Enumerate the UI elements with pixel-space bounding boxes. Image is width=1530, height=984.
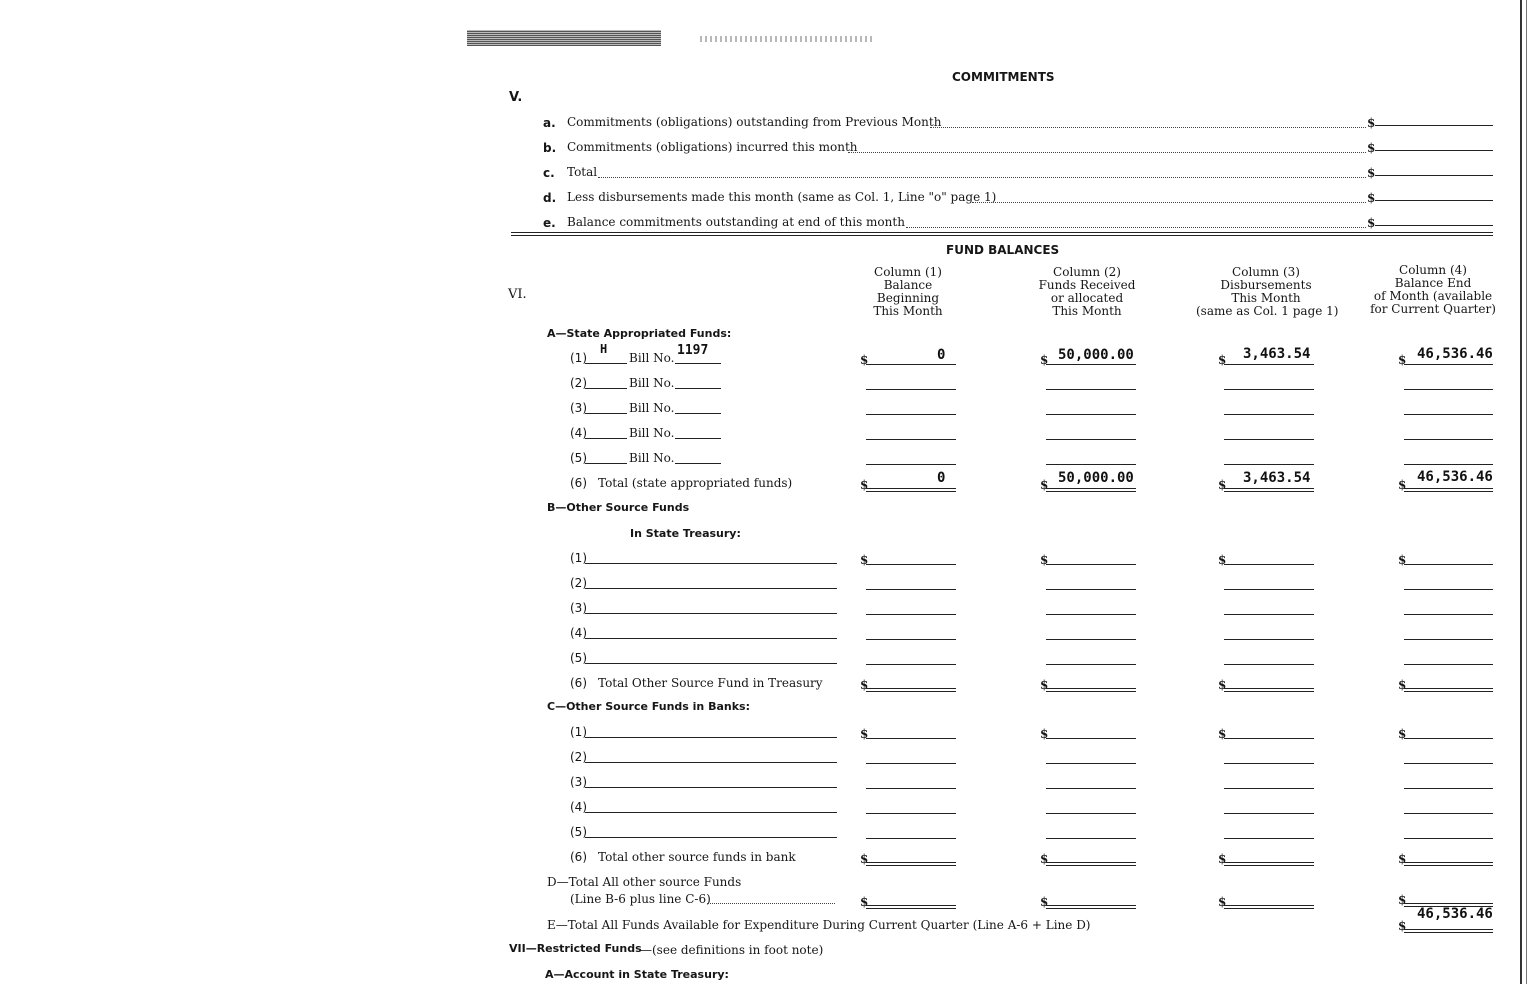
col2-line[interactable] [1046,389,1136,390]
dollar-sign: $ [1040,478,1049,492]
col2-line[interactable] [1046,738,1136,739]
total-available-line[interactable] [1404,929,1493,933]
description-line[interactable] [585,563,837,564]
dollar-sign: $ [1398,678,1407,692]
bill-label: Bill No. [629,401,675,415]
dollar-sign: $ [1218,678,1227,692]
row-number: (3) [570,775,587,789]
col3-value: 3,463.54 [1243,346,1311,362]
leader-dots [848,152,1366,153]
commitment-value-line[interactable] [1375,125,1493,126]
dollar-sign: $ [1398,919,1407,933]
col3-line[interactable] [1224,414,1314,415]
dollar-sign: $ [1040,353,1049,367]
col2-line[interactable] [1046,364,1136,365]
column-header-line: This Month [873,304,943,318]
col1-line[interactable] [866,813,956,814]
col4-line[interactable] [1404,589,1493,590]
col3-line[interactable] [1224,664,1314,665]
section-vi-label: VI. [508,287,527,302]
col4-total-line[interactable] [1404,488,1493,492]
leader-dots [598,177,1366,178]
restricted-note: —(see definitions in foot note) [640,943,824,957]
dollar-sign: $ [1398,727,1407,741]
column-header-line: Column (1) [874,265,942,279]
row-number: (1) [570,725,587,739]
dollar-sign: $ [1218,353,1227,367]
description-line[interactable] [585,787,837,788]
column-header-line: or allocated [1050,291,1124,305]
col4-line[interactable] [1404,364,1493,365]
column-header-line: Beginning [876,291,940,305]
bill-prefix-line[interactable] [585,413,627,414]
bill-prefix-line[interactable] [585,438,627,439]
col1-total-line[interactable] [866,862,956,866]
total-available-label: E—Total All Funds Available for Expenditure During Current Quarter (Line A-6 + Line D) [547,918,1091,932]
col4-total-line[interactable] [1404,862,1493,866]
commitments-title: COMMITMENTS [952,70,1055,84]
col3-line[interactable] [1224,589,1314,590]
col1-value: 0 [937,347,946,363]
dollar-sign: $ [1367,166,1376,180]
bill-number-line[interactable] [675,388,721,389]
dollar-sign: $ [860,553,869,567]
leader-dots [972,202,1366,203]
column-header-line: Column (3) [1232,265,1300,279]
col3-line[interactable] [1224,738,1314,739]
row-number: (2) [570,576,587,590]
commitment-label: Balance commitments outstanding at end of this month [567,215,905,229]
col3-line[interactable] [1224,614,1314,615]
bill-prefix-line[interactable] [585,388,627,389]
bill-label: Bill No. [629,376,675,390]
row-number: (2) [570,750,587,764]
col4-line[interactable] [1404,639,1493,640]
description-line[interactable] [585,812,837,813]
col3-line[interactable] [1224,763,1314,764]
total-label: Total (state appropriated funds) [598,476,793,490]
column-header-line: for Current Quarter) [1370,302,1496,316]
col2-value: 50,000.00 [1058,347,1134,363]
description-line[interactable] [585,837,837,838]
row-number: (4) [570,800,587,814]
col1-line[interactable] [866,763,956,764]
col2-total-value: 50,000.00 [1058,470,1134,486]
col1-total-line[interactable] [866,688,956,692]
col4-line[interactable] [1404,738,1493,739]
col2-total-line[interactable] [1046,688,1136,692]
bill-label: Bill No. [629,451,675,465]
commitment-value-line[interactable] [1375,150,1493,151]
col2-line[interactable] [1046,614,1136,615]
dollar-sign: $ [1218,895,1227,909]
row-number: (6) [570,476,587,490]
col1-line[interactable] [866,364,956,365]
commitment-letter: b. [543,141,557,155]
col4-line[interactable] [1404,788,1493,789]
column-header-line: of Month (available [1373,289,1493,303]
bill-prefix-handwritten: H [600,342,608,356]
bill-label: Bill No. [629,351,675,365]
leader-dots [906,227,1366,228]
scan-artifact-bar [467,30,661,46]
column-header-1 [838,266,978,318]
commitment-label: Commitments (obligations) outstanding from Previous Month [567,115,942,129]
total-label: Total Other Source Fund in Treasury [598,676,823,690]
dollar-sign: $ [860,727,869,741]
state-funds-heading: A—State Appropriated Funds: [547,327,732,340]
scan-artifact-smudge [700,36,875,42]
dollar-sign: $ [1218,478,1227,492]
col1-line[interactable] [866,564,956,565]
col1-line[interactable] [866,788,956,789]
col3-line[interactable] [1224,389,1314,390]
restricted-account: A—Account in State Treasury: [545,968,729,981]
col3-line[interactable] [1224,639,1314,640]
col2-line[interactable] [1046,813,1136,814]
col4-value: 46,536.46 [1417,346,1493,362]
col4-line[interactable] [1404,389,1493,390]
total-other-sublabel: (Line B-6 plus line C-6) [570,892,711,906]
dollar-sign: $ [1398,893,1407,907]
commitment-label: Less disbursements made this month (same as Col. 1, Line "o" page 1) [567,190,997,204]
column-header-line: (same as Col. 1 page 1) [1196,304,1339,318]
col3-line[interactable] [1224,439,1314,440]
col1-line[interactable] [866,738,956,739]
col1-total-line[interactable] [866,488,956,492]
col2-line[interactable] [1046,664,1136,665]
total-label: Total other source funds in bank [598,850,796,864]
row-number: (2) [570,376,587,390]
dollar-sign: $ [1040,895,1049,909]
row-number: (6) [570,676,587,690]
bill-number-handwritten: 1197 [677,343,709,358]
other-treasury-subheading: In State Treasury: [630,527,741,540]
col4-line[interactable] [1404,439,1493,440]
col2-line[interactable] [1046,589,1136,590]
page-edge-line [1520,0,1522,984]
col2-total-line[interactable] [1046,905,1136,909]
col3-total-line[interactable] [1224,905,1314,909]
row-number: (1) [570,351,587,365]
row-number: (4) [570,626,587,640]
dollar-sign: $ [1398,553,1407,567]
col1-line[interactable] [866,664,956,665]
description-line[interactable] [585,663,837,664]
column-header-line: Funds Received [1038,278,1136,292]
dollar-sign: $ [1218,727,1227,741]
col4-line[interactable] [1404,414,1493,415]
row-number: (1) [570,551,587,565]
col1-line[interactable] [866,414,956,415]
dollar-sign: $ [860,353,869,367]
dollar-sign: $ [1398,852,1407,866]
commitment-letter: e. [543,216,556,230]
row-number: (3) [570,601,587,615]
dollar-sign: $ [1218,852,1227,866]
description-line[interactable] [585,613,837,614]
col1-line[interactable] [866,614,956,615]
col2-line[interactable] [1046,788,1136,789]
dollar-sign: $ [1398,353,1407,367]
col3-line[interactable] [1224,564,1314,565]
leader-dots [930,127,1366,128]
total-available-value: 46,536.46 [1417,906,1493,922]
commitment-label: Commitments (obligations) incurred this month [567,140,858,154]
col1-line[interactable] [866,589,956,590]
col3-total-value: 3,463.54 [1243,470,1311,486]
bill-label: Bill No. [629,426,675,440]
col4-line[interactable] [1404,813,1493,814]
section-v-label: V. [509,90,523,105]
col3-line[interactable] [1224,788,1314,789]
total-other-label: D—Total All other source Funds [547,875,742,889]
commitment-value-line[interactable] [1375,175,1493,176]
leader-dots [707,903,835,904]
col2-line[interactable] [1046,763,1136,764]
dollar-sign: $ [1218,553,1227,567]
dollar-sign: $ [1367,141,1376,155]
dollar-sign: $ [1040,678,1049,692]
column-header-3 [1196,265,1339,318]
other-banks-heading: C—Other Source Funds in Banks: [547,700,750,713]
bill-number-line[interactable] [675,363,721,364]
col3-total-line[interactable] [1224,488,1314,492]
fund-balances-title: FUND BALANCES [946,243,1060,257]
col1-line[interactable] [866,389,956,390]
dollar-sign: $ [1040,727,1049,741]
col2-line[interactable] [1046,639,1136,640]
col4-total-value: 46,536.46 [1417,469,1493,485]
dollar-sign: $ [1367,216,1376,230]
col1-total-line[interactable] [866,905,956,909]
dollar-sign: $ [1367,191,1376,205]
description-line[interactable] [585,762,837,763]
column-header-line: Balance [883,278,933,292]
row-number: (5) [570,825,587,839]
column-header-line: This Month [1052,304,1122,318]
col2-line[interactable] [1046,838,1136,839]
col1-line[interactable] [866,838,956,839]
col4-line[interactable] [1404,564,1493,565]
dollar-sign: $ [1367,116,1376,130]
col1-line[interactable] [866,639,956,640]
description-line[interactable] [585,638,837,639]
section-divider [511,232,1493,236]
description-line[interactable] [585,588,837,589]
column-header-line: Disbursements [1220,278,1312,292]
bill-prefix-line[interactable] [585,463,627,464]
dollar-sign: $ [1040,852,1049,866]
bill-number-line[interactable] [675,438,721,439]
column-header-line: Column (2) [1053,265,1121,279]
page-edge-line-inner [1526,0,1527,984]
commitment-value-line[interactable] [1375,225,1493,226]
col3-total-line[interactable] [1224,688,1314,692]
dollar-sign: $ [1040,553,1049,567]
description-line[interactable] [585,737,837,738]
dollar-sign: $ [1398,478,1407,492]
col1-line[interactable] [866,439,956,440]
other-treasury-heading: B—Other Source Funds [547,501,690,514]
col3-total-line[interactable] [1224,862,1314,866]
row-number: (5) [570,651,587,665]
col4-line[interactable] [1404,614,1493,615]
row-number: (5) [570,451,587,465]
commitment-letter: a. [543,116,556,130]
dollar-sign: $ [860,478,869,492]
dollar-sign: $ [860,895,869,909]
col3-line[interactable] [1224,364,1314,365]
col1-line[interactable] [866,464,956,465]
row-number: (3) [570,401,587,415]
col2-total-line[interactable] [1046,862,1136,866]
column-header-line: This Month [1231,291,1301,305]
commitment-letter: d. [543,191,557,205]
col3-line[interactable] [1224,464,1314,465]
dollar-sign: $ [860,678,869,692]
col4-line[interactable] [1404,464,1493,465]
col4-total-line[interactable] [1404,688,1493,692]
col2-line[interactable] [1046,564,1136,565]
restricted-heading: VII—Restricted Funds [509,942,642,955]
column-header-line: Column (4) [1399,263,1467,277]
row-number: (4) [570,426,587,440]
col2-line[interactable] [1046,414,1136,415]
col4-line[interactable] [1404,763,1493,764]
bill-number-line[interactable] [675,413,721,414]
column-header-4 [1363,264,1503,316]
dollar-sign: $ [860,852,869,866]
bill-prefix-line[interactable] [585,363,627,364]
col1-total-value: 0 [937,470,946,486]
column-header-line: Balance End [1394,276,1472,290]
commitment-letter: c. [543,166,555,180]
commitment-value-line[interactable] [1375,200,1493,201]
col2-line[interactable] [1046,439,1136,440]
bill-number-line[interactable] [675,463,721,464]
col4-line[interactable] [1404,664,1493,665]
col2-line[interactable] [1046,464,1136,465]
col3-line[interactable] [1224,838,1314,839]
column-header-2 [1017,266,1157,318]
row-number: (6) [570,850,587,864]
col3-line[interactable] [1224,813,1314,814]
commitment-label: Total [567,165,598,179]
col4-line[interactable] [1404,838,1493,839]
col2-total-line[interactable] [1046,488,1136,492]
